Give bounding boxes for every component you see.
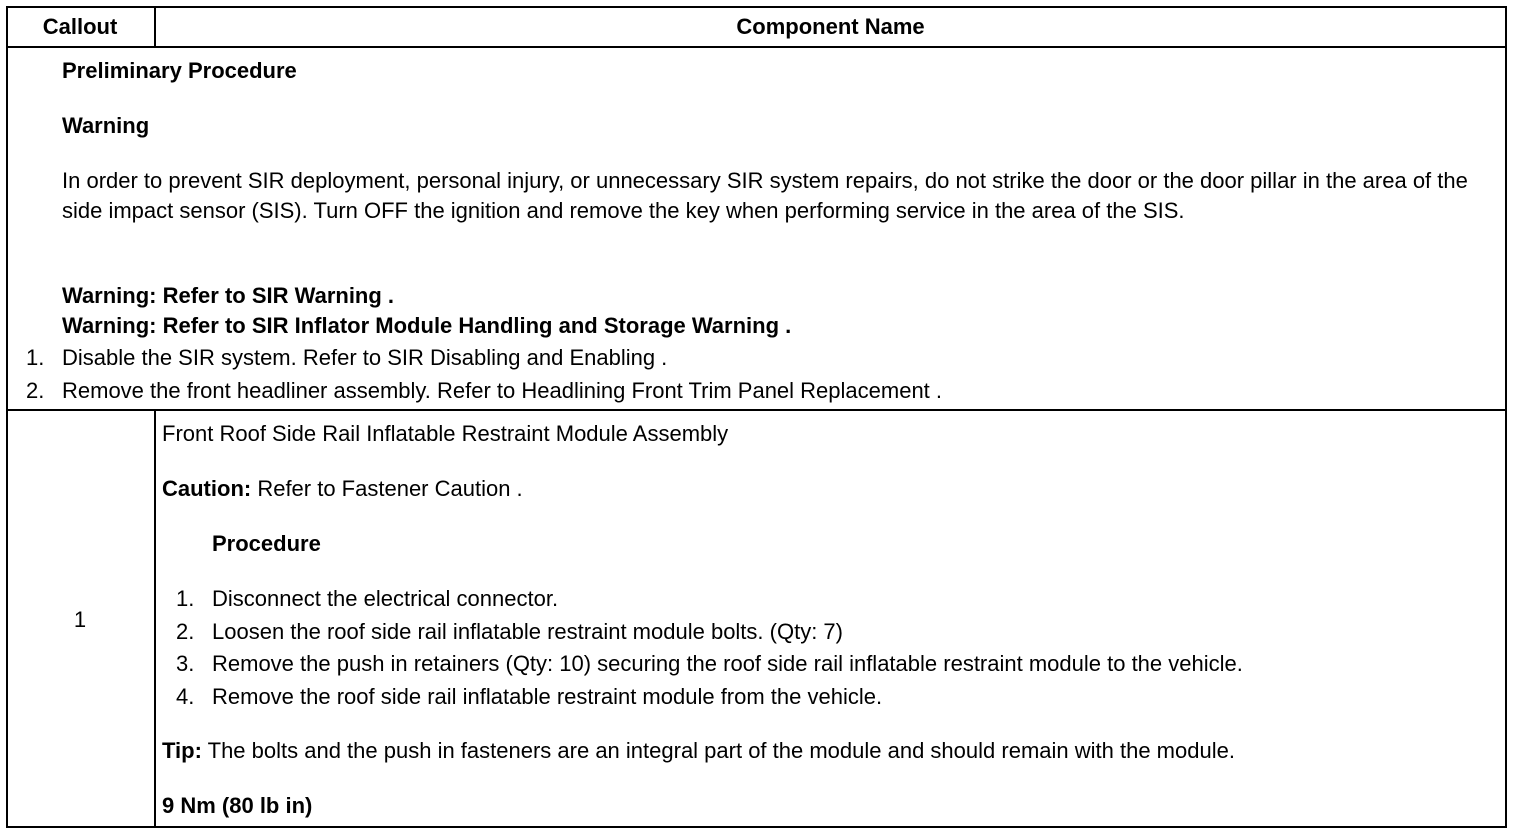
procedure-step-number: 2. [176,619,195,644]
procedure-step-text: Remove the roof side rail inflatable restraint module from the vehicle. [212,684,883,709]
warning-ref-sir: Warning: Refer to SIR Warning . [62,283,395,308]
tip-text: The bolts and the push in fasteners are an integral part of the module and should remain with the module. [201,738,1235,763]
preliminary-title: Preliminary Procedure [62,58,297,83]
caution-note [162,476,523,502]
caution-text: Refer to Fastener Caution . [251,476,523,501]
tip-note [162,738,1235,764]
procedure-step-number: 3. [176,651,195,676]
procedure-step-text: Disconnect the electrical connector. [212,586,559,611]
header-divider [6,46,1507,48]
row-column-divider [154,409,156,828]
warning-text: In order to prevent SIR deployment, personal injury, or unnecessary SIR system repairs, do not strike the door or the door pillar in the area of the side impact sensor (SIS). Turn OFF the ignition and remove the key when performing service in the area of the SIS. [62,168,1468,223]
component-name: Front Roof Side Rail Inflatable Restraint Module Assembly [162,421,729,446]
procedure-heading: Procedure [212,531,321,556]
warning-ref-inflator: Warning: Refer to SIR Inflator Module Handling and Storage Warning . [62,313,792,338]
warning-heading: Warning [62,113,150,138]
tip-label: Tip: [162,738,202,763]
row-callout-number: 1 [73,607,87,632]
preliminary-step-number: 2. [26,378,45,403]
procedure-step-text: Remove the push in retainers (Qty: 10) securing the roof side rail inflatable restraint module to the vehicle. [212,651,1243,676]
header-component-name: Component Name [736,14,925,39]
preliminary-divider [6,409,1507,411]
torque-spec: 9 Nm (80 lb in) [162,793,313,818]
preliminary-step-text: Disable the SIR system. Refer to SIR Disabling and Enabling . [62,345,668,370]
preliminary-step-number: 1. [26,345,45,370]
caution-label: Caution: [162,476,252,501]
procedure-step-text: Loosen the roof side rail inflatable restraint module bolts. (Qty: 7) [212,619,843,644]
procedure-step-number: 1. [176,586,195,611]
procedure-step-number: 4. [176,684,195,709]
header-callout: Callout [42,14,118,39]
preliminary-step-text: Remove the front headliner assembly. Refer to Headlining Front Trim Panel Replacement . [62,378,943,403]
